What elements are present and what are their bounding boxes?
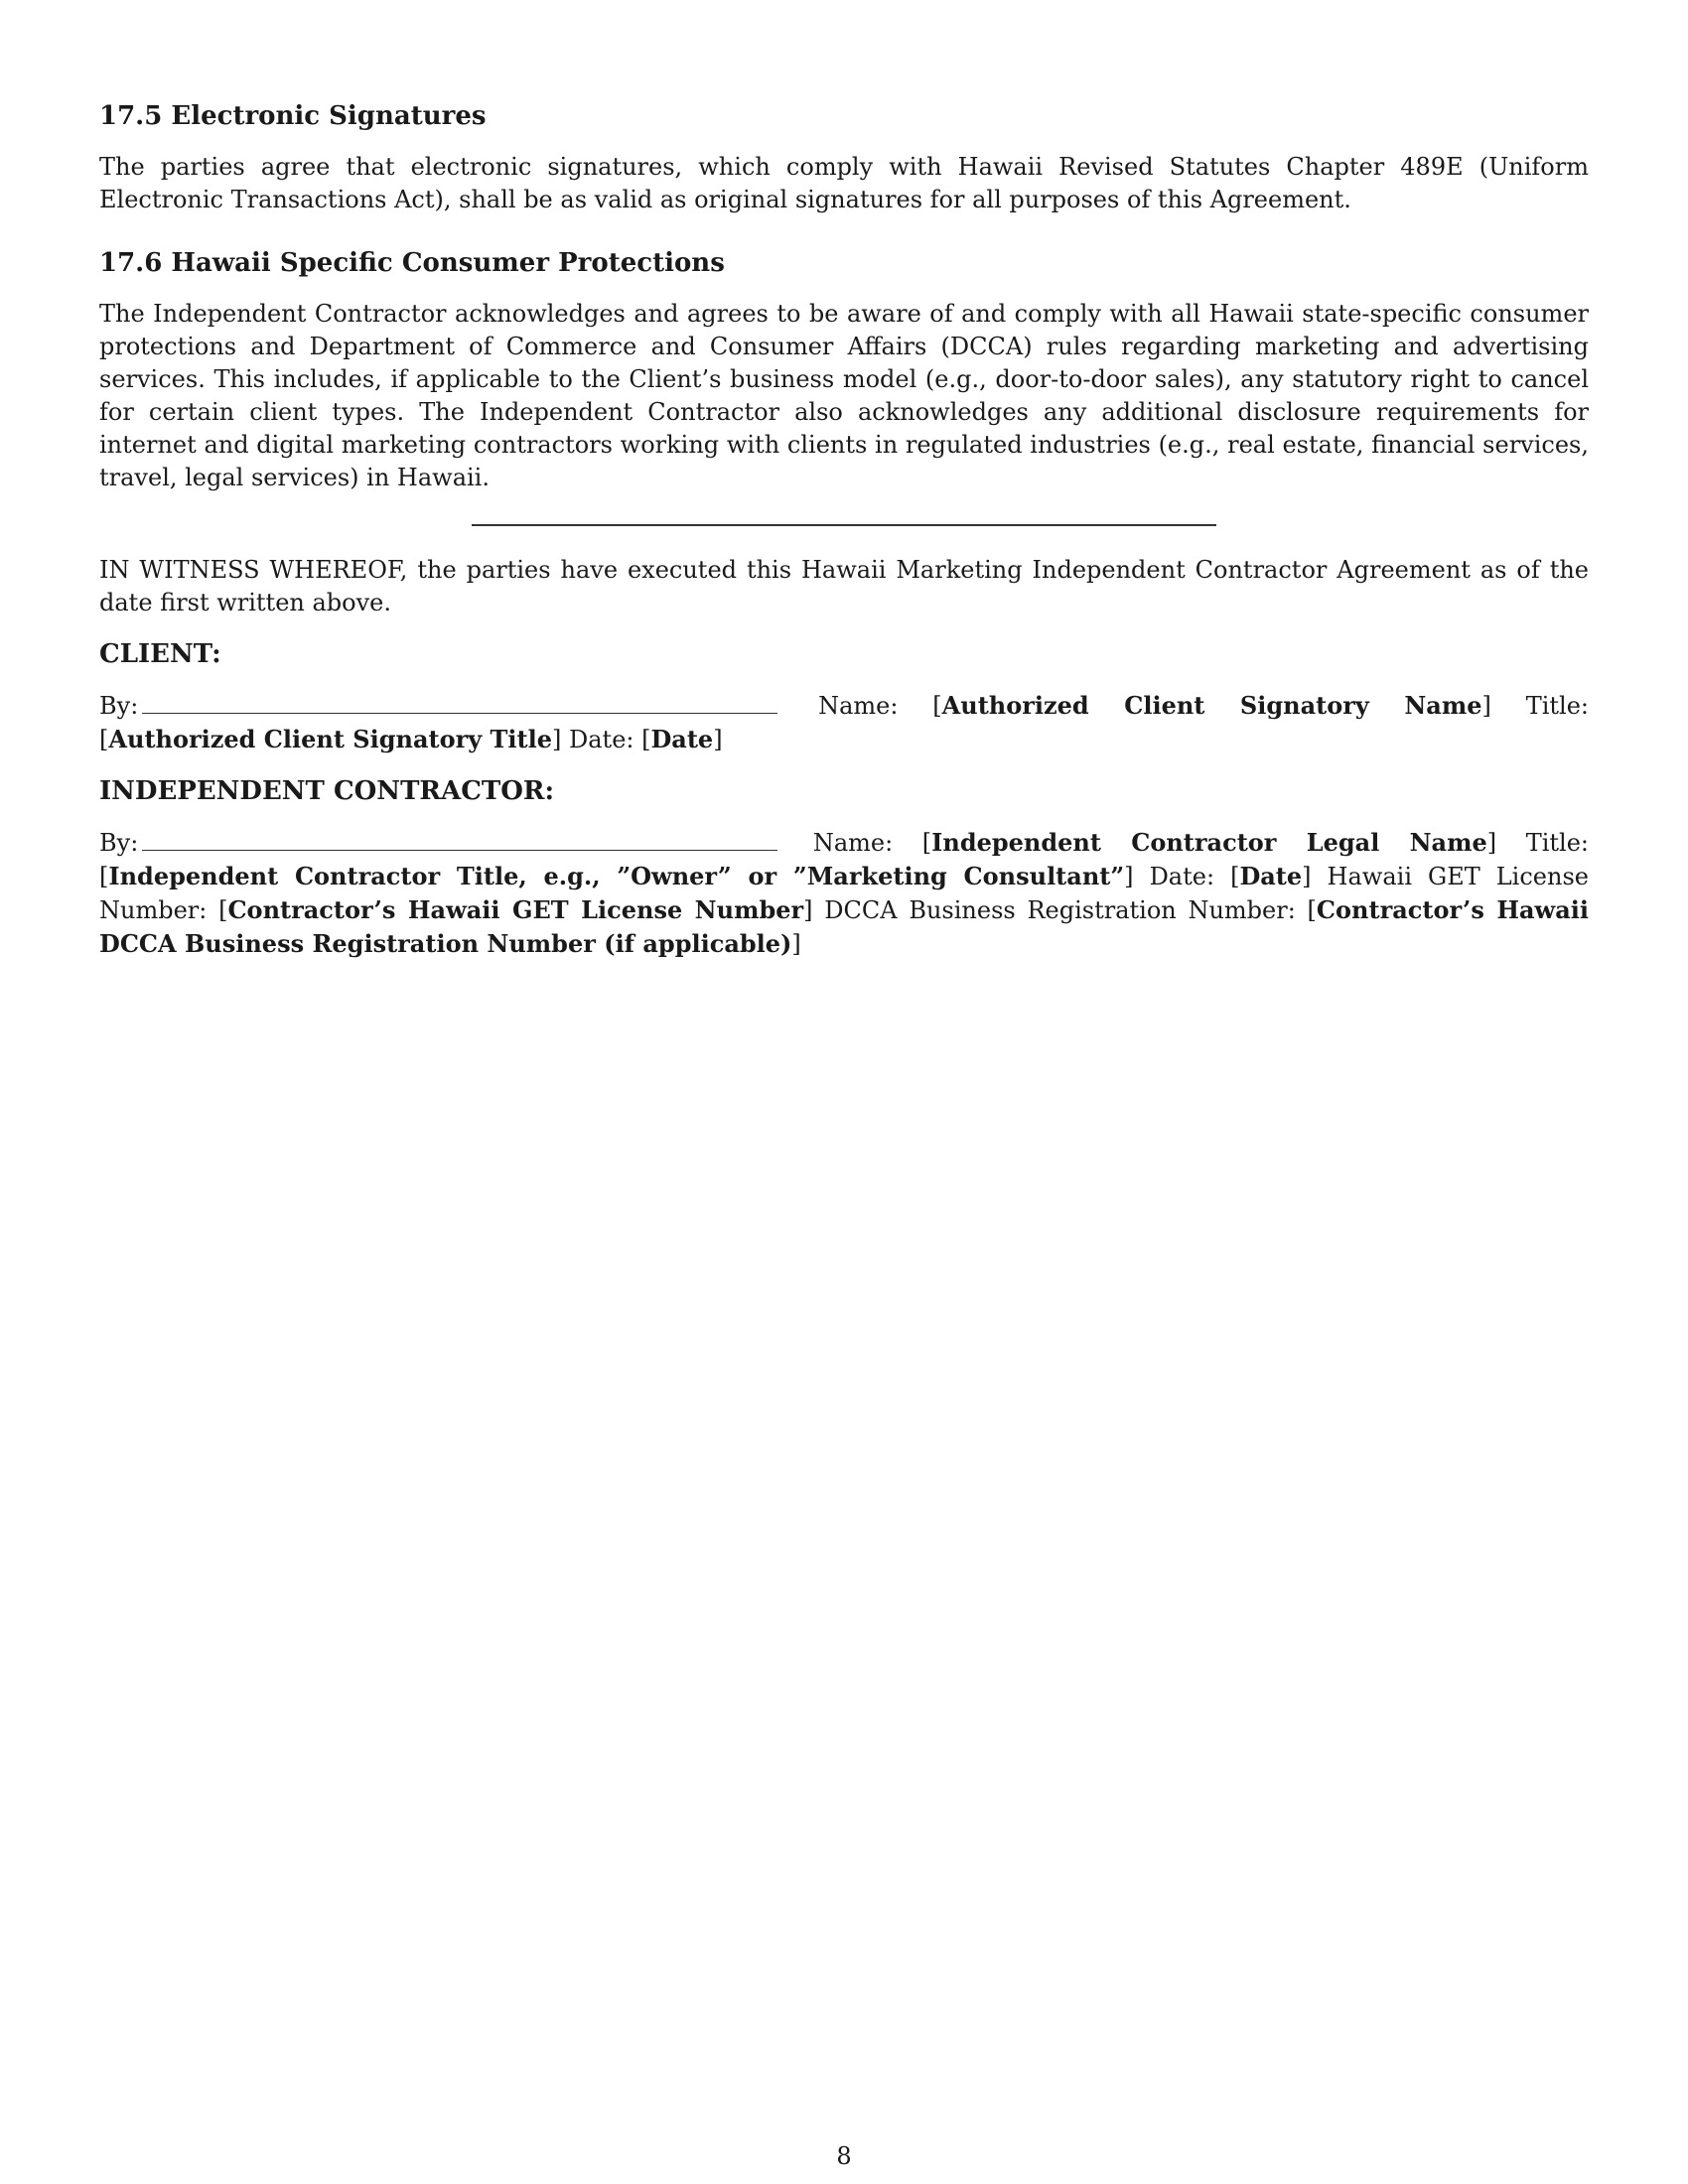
client-title-value: Authorized Client Signatory Title [108, 725, 552, 753]
section-17-5-heading: 17.5 Electronic Signatures [99, 101, 487, 131]
client-label: CLIENT: [99, 639, 221, 669]
client-signature-line[interactable] [142, 691, 777, 714]
client-title-label: Title: [1525, 692, 1589, 720]
client-name-label: Name: [818, 692, 899, 720]
document-page [99, 99, 1589, 961]
page-number: 8 [836, 2142, 852, 2170]
client-name-value: Authorized Client Signatory Name [941, 691, 1482, 720]
contractor-date-label: Date: [1149, 863, 1215, 890]
client-by-label: By: [99, 692, 139, 720]
section-17-6-heading: 17.6 Hawaii Specific Consumer Protections [99, 248, 725, 278]
contractor-signature-line[interactable] [142, 828, 777, 851]
contractor-label: INDEPENDENT CONTRACTOR: [99, 776, 555, 806]
contractor-get-value: Contractor’s Hawaii GET License Number [227, 895, 804, 924]
contractor-get-label: Hawaii GET License Number: [99, 863, 1589, 924]
contractor-dcca-label: DCCA Business Registration Number: [824, 896, 1296, 924]
contractor-dcca-value: Contractor’s Hawaii DCCA Business Registration Number (if applicable) [99, 895, 1589, 958]
contractor-name-label: Name: [812, 829, 894, 857]
contractor-signature-block: By: Name: [Independent Contractor Legal Name] Title: [Independent Contractor Title, e.g., ”Owner” or ”Marketing Consultant”] Date: [Date] Hawaii GET License Number: [Contractor’s Hawaii GET License Number] DCCA Business Registration Number: [Contractor’s Hawaii DCCA Business Registration Number (if applicable)] [99, 828, 1589, 958]
contractor-name-value: Independent Contractor Legal Name [931, 828, 1487, 857]
contractor-by-label: By: [99, 829, 139, 857]
contractor-title-value: Independent Contractor Title, e.g., ”Owner” or ”Marketing Consultant” [108, 862, 1125, 890]
contractor-title-label: Title: [1525, 829, 1589, 857]
client-date-label: Date: [569, 726, 634, 753]
section-17-6-body: The Independent Contractor acknowledges and agrees to be aware of and comply with all Hawaii state-specific consumer protections and Department of Commerce and Consumer Affairs (DCCA) rules regarding marketing and advertising services. This includes, if applicable to the Client’s business model (e.g., door-to-door sales), any statutory right to cancel for certain client types. The Independent Contractor also acknowledges any additional disclosure requirements for internet and digital marketing contractors working with clients in regulated industries (e.g., real estate, financial services, travel, legal services) in Hawaii. [99, 300, 1589, 491]
divider [472, 524, 1216, 526]
section-17-5-body: The parties agree that electronic signatures, which comply with Hawaii Revised Statutes Chapter 489E (Uniform Electronic Transactions Act), shall be as valid as original signatures for all purposes of this Agreement. [99, 153, 1589, 213]
witness-clause: IN WITNESS WHEREOF, the parties have executed this Hawaii Marketing Independent Contractor Agreement as of the date first written above. [99, 556, 1589, 616]
contractor-date-value: Date [1239, 862, 1303, 890]
client-date-value: Date [650, 725, 714, 753]
client-signature-block: By: Name: [Authorized Client Signatory Name] Title: [Authorized Client Signatory Title] Date: [Date] [99, 691, 1589, 753]
